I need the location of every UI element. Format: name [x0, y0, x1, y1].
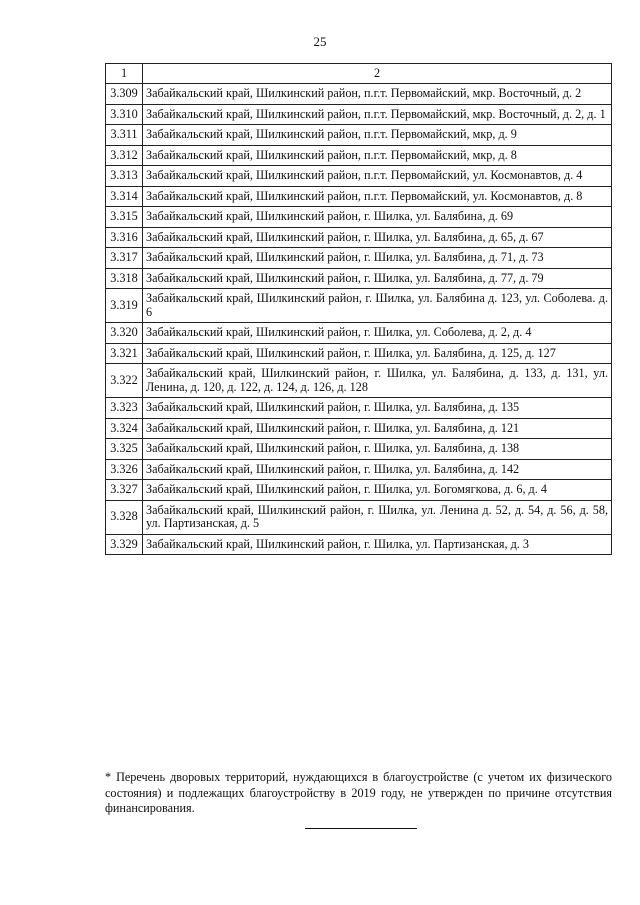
row-number: 3.310 [106, 104, 143, 125]
row-address: Забайкальский край, Шилкинский район, г. Шилка, ул. Соболева, д. 2, д. 4 [143, 323, 612, 344]
table-row [106, 364, 612, 398]
table-row [106, 207, 612, 228]
table-row [106, 343, 612, 364]
table-row [106, 268, 612, 289]
row-number: 3.319 [106, 289, 143, 323]
table-row [106, 186, 612, 207]
row-number: 3.322 [106, 364, 143, 398]
table-row [106, 398, 612, 419]
row-number: 3.313 [106, 166, 143, 187]
page-number: 25 [313, 34, 327, 49]
row-number: 3.314 [106, 186, 143, 207]
table-row [106, 323, 612, 344]
table-row [106, 500, 612, 534]
row-number: 3.328 [106, 500, 143, 534]
row-number: 3.326 [106, 459, 143, 480]
row-address: Забайкальский край, Шилкинский район, п.г.т. Первомайский, мкр, д. 8 [143, 145, 612, 166]
row-number: 3.321 [106, 343, 143, 364]
row-address: Забайкальский край, Шилкинский район, г. Шилка, ул. Балябина д. 123, ул. Соболева. д. 6 [143, 289, 612, 323]
row-address: Забайкальский край, Шилкинский район, г. Шилка, ул. Балябина, д. 121 [143, 418, 612, 439]
address-table [105, 63, 612, 555]
row-address: Забайкальский край, Шилкинский район, г. Шилка, ул. Балябина, д. 133, д. 131, ул. Ленина, д. 120, д. 122, д. 124, д. 126, д. 128 [143, 364, 612, 398]
address-table-body [106, 64, 612, 555]
row-address: Забайкальский край, Шилкинский район, г. Шилка, ул. Балябина, д. 65, д. 67 [143, 227, 612, 248]
row-address: Забайкальский край, Шилкинский район, г. Шилка, ул. Балябина, д. 69 [143, 207, 612, 228]
table-row [106, 227, 612, 248]
table-row [106, 459, 612, 480]
row-number: 3.311 [106, 125, 143, 146]
row-address: Забайкальский край, Шилкинский район, г. Шилка, ул. Балябина, д. 138 [143, 439, 612, 460]
table-row [106, 104, 612, 125]
row-address: Забайкальский край, Шилкинский район, п.г.т. Первомайский, мкр. Восточный, д. 2, д. 1 [143, 104, 612, 125]
footnote: * Перечень дворовых территорий, нуждающихся в благоустройстве (с учетом их физического состояния) и подлежащих благоустройству в 2019 году, не утвержден по причине отсутствия финансирования. [105, 770, 612, 815]
table-row [106, 289, 612, 323]
row-address: Забайкальский край, Шилкинский район, п.г.т. Первомайский, мкр, д. 9 [143, 125, 612, 146]
row-number: 3.315 [106, 207, 143, 228]
column-header-address: 2 [143, 64, 612, 84]
row-number: 3.318 [106, 268, 143, 289]
row-address: Забайкальский край, Шилкинский район, г. Шилка, ул. Балябина, д. 71, д. 73 [143, 248, 612, 269]
table-row [106, 480, 612, 501]
row-address: Забайкальский край, Шилкинский район, г. Шилка, ул. Партизанская, д. 3 [143, 534, 612, 555]
row-number: 3.324 [106, 418, 143, 439]
table-row [106, 166, 612, 187]
table-row [106, 125, 612, 146]
row-number: 3.325 [106, 439, 143, 460]
column-header-number: 1 [106, 64, 143, 84]
row-address: Забайкальский край, Шилкинский район, г. Шилка, ул. Богомягкова, д. 6, д. 4 [143, 480, 612, 501]
row-address: Забайкальский край, Шилкинский район, г. Шилка, ул. Балябина, д. 77, д. 79 [143, 268, 612, 289]
row-address: Забайкальский край, Шилкинский район, п.г.т. Первомайский, ул. Космонавтов, д. 4 [143, 166, 612, 187]
row-number: 3.309 [106, 84, 143, 105]
row-number: 3.329 [106, 534, 143, 555]
row-number: 3.317 [106, 248, 143, 269]
row-address: Забайкальский край, Шилкинский район, г. Шилка, ул. Ленина д. 52, д. 54, д. 56, д. 58, ул. Партизанская, д. 5 [143, 500, 612, 534]
table-row [106, 84, 612, 105]
table-row [106, 534, 612, 555]
row-number: 3.327 [106, 480, 143, 501]
table-row [106, 145, 612, 166]
row-number: 3.316 [106, 227, 143, 248]
table-row [106, 248, 612, 269]
row-address: Забайкальский край, Шилкинский район, г. Шилка, ул. Балябина, д. 142 [143, 459, 612, 480]
row-number: 3.323 [106, 398, 143, 419]
row-address: Забайкальский край, Шилкинский район, п.г.т. Первомайский, ул. Космонавтов, д. 8 [143, 186, 612, 207]
row-address: Забайкальский край, Шилкинский район, г. Шилка, ул. Балябина, д. 135 [143, 398, 612, 419]
table-row [106, 439, 612, 460]
table-header-row [106, 64, 612, 84]
closing-rule [305, 828, 417, 829]
row-number: 3.312 [106, 145, 143, 166]
table-row [106, 418, 612, 439]
row-address: Забайкальский край, Шилкинский район, г. Шилка, ул. Балябина, д. 125, д. 127 [143, 343, 612, 364]
row-number: 3.320 [106, 323, 143, 344]
row-address: Забайкальский край, Шилкинский район, п.г.т. Первомайский, мкр. Восточный, д. 2 [143, 84, 612, 105]
